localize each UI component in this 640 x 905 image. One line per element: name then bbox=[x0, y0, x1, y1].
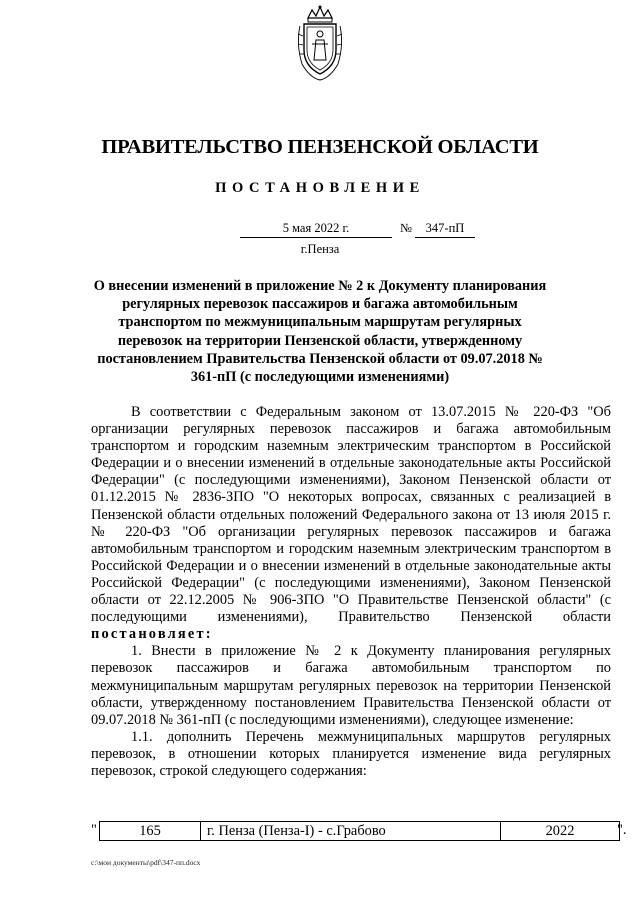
document-type: ПОСТАНОВЛЕНИЕ bbox=[215, 180, 425, 196]
route-table-row bbox=[99, 821, 620, 841]
table-open-quote: " bbox=[91, 822, 97, 838]
resolves-word: постановляет: bbox=[91, 626, 213, 643]
preamble-text: В соответствии с Федеральным законом от 13.07.2015 № 220-ФЗ "Об организации регулярных перевозок пассажиров и багажа автомобильным транспортом и городским наземным электрическим транспортом в Российской Федерации и о внесении изменений в отдельные законодательные акты Российской Федерации" (с последующими изменениями), Законом Пензенской области от 01.12.2015 № 2836-ЗПО "О некоторых вопросах, связанных с реализацией в Пензенской области отдельных положений Федерального закона от 13 июля 2015 г. № 220-ФЗ "Об организации регулярных перевозок пассажиров и багажа автомобильным транспортом и городским наземным электрическим транспортом в Российской Федерации и о внесении изменений в отдельные законодательные акты Российской Федерации" (с последующими изменениями), Законом Пензенской области от 22.12.2005 № 906-ЗПО "О Правительстве Пензенской области" (с последующими изменениями), Правительство Пензенской области bbox=[91, 404, 611, 626]
table-close-quote: ". bbox=[617, 822, 627, 838]
number-sign: № bbox=[400, 221, 412, 235]
item-1-1-paragraph: 1.1. дополнить Перечень межмуниципальных маршрутов регулярных перевозок, в отношении которых планируется изменение вида регулярных перевозок, строкой следующего содержания: bbox=[91, 728, 611, 779]
decree-body bbox=[91, 404, 611, 780]
route-number-cell: 165 bbox=[100, 822, 201, 840]
decree-date: 5 мая 2022 г. bbox=[240, 221, 392, 238]
decree-number: 347-пП bbox=[415, 221, 475, 238]
decree-subject: О внесении изменений в приложение № 2 к Документу планирования регулярных перевозок пассажиров и багажа автомобильным транспортом по межмуниципальным маршрутам регулярных перевозок на территории Пензенской области, утвержденному постановлением Правительства Пензенской области от 09.07.2018 № 361-пП (с последующими изменениями) bbox=[93, 278, 547, 386]
city-name: г.Пенза bbox=[300, 242, 340, 256]
government-title: ПРАВИТЕЛЬСТВО ПЕНЗЕНСКОЙ ОБЛАСТИ bbox=[101, 136, 539, 158]
route-name-cell: г. Пенза (Пенза-I) - с.Грабово bbox=[201, 822, 501, 840]
coat-of-arms-emblem bbox=[290, 4, 350, 82]
preamble-paragraph bbox=[91, 404, 611, 643]
item-1-paragraph: 1. Внести в приложение № 2 к Документу планирования регулярных перевозок пассажиров и багажа автомобильным транспортом по межмуниципальным маршрутам регулярных перевозок на территории Пензенской области, утвержденному постановлением Правительства Пензенской области от 09.07.2018 № 361-пП (с последующими изменениями), следующее изменение: bbox=[91, 643, 611, 728]
footer-file-path: c:\мои документы\pdf\347-пп.docx bbox=[91, 858, 201, 867]
route-year-cell: 2022 bbox=[545, 823, 575, 839]
